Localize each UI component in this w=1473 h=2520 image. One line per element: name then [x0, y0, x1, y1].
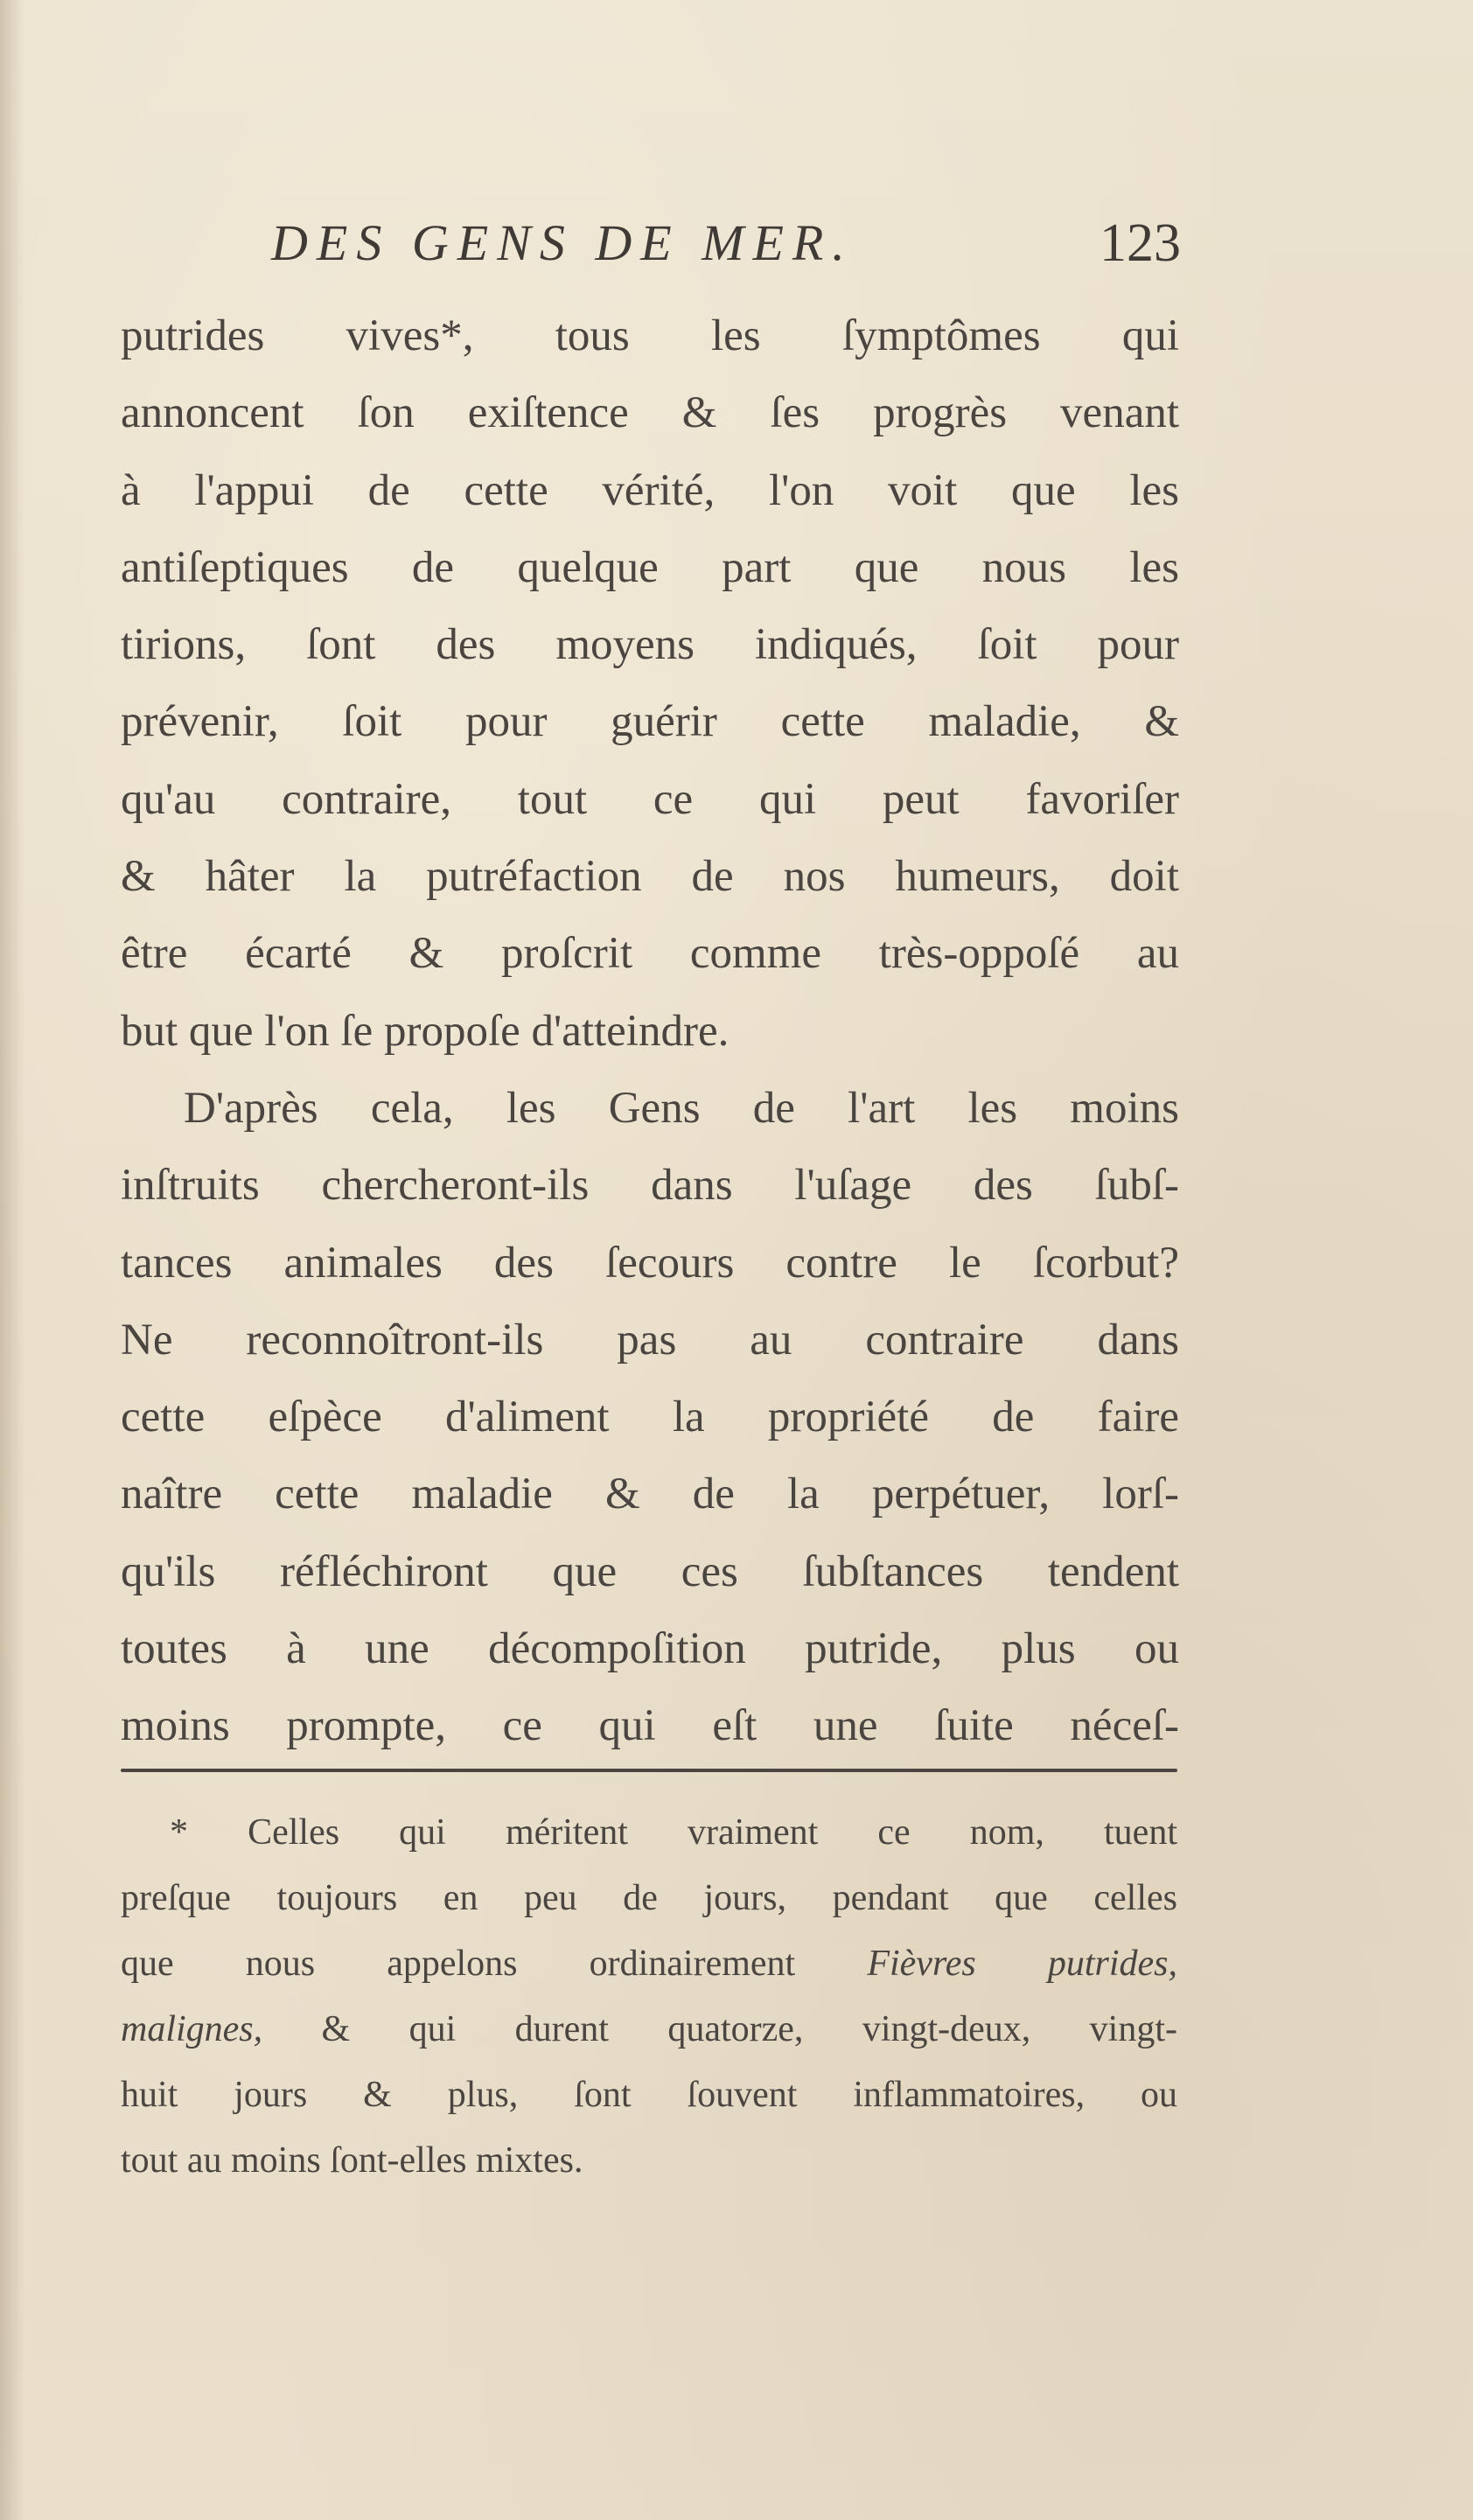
footnote-line: * Celles qui méritent vraiment ce nom, tuent — [170, 1812, 1177, 1853]
text-line: inſtruits chercheront-ils dans l'uſage des ſubſ- — [121, 1161, 1179, 1211]
footnote-italic-text: malignes, — [121, 2009, 263, 2049]
text-line: antiſeptiques de quelque part que nous les — [121, 542, 1179, 592]
text-line: but que l'on ſe propoſe d'atteindre. — [121, 1006, 730, 1056]
page-gutter-shadow — [0, 0, 24, 2520]
footnote — [121, 1800, 1177, 2194]
text-line: à l'appui de cette vérité, l'on voit que les — [121, 465, 1179, 515]
page-number: 123 — [1100, 213, 1181, 273]
footnote-text: & qui durent quatorze, vingt-deux, vingt- — [321, 2009, 1177, 2049]
text-line: moins prompte, ce qui eſt une ſuite néceſ- — [121, 1701, 1179, 1751]
text-line: Ne reconnoîtront-ils pas au contraire dans — [121, 1315, 1179, 1365]
footnote-line: huit jours & plus, ſont ſouvent inflammatoires, ou — [121, 2075, 1177, 2115]
text-line: tirions, ſont des moyens indiqués, ſoit pour — [121, 620, 1179, 670]
text-line: cette eſpèce d'aliment la propriété de faire — [121, 1393, 1179, 1442]
footnote-text: que nous appelons ordinairement — [121, 1944, 796, 1984]
text-line: annoncent ſon exiſtence & ſes progrès venant — [121, 388, 1179, 438]
text-line: qu'ils réfléchiront que ces ſubſtances tendent — [121, 1546, 1179, 1596]
text-line: D'après cela, les Gens de l'art les moins — [184, 1083, 1179, 1133]
running-title: DES GENS DE MER. — [271, 214, 854, 271]
text-line: prévenir, ſoit pour guérir cette maladie, & — [121, 697, 1179, 747]
text-line: tances animales des ſecours contre le ſcorbut? — [121, 1238, 1179, 1288]
footnote-rule — [121, 1769, 1177, 1772]
footnote-line: tout au moins ſont-elles mixtes. — [121, 2140, 583, 2181]
text-line: toutes à une décompoſition putride, plus ou — [121, 1624, 1179, 1674]
footnote-italic-text: Fièvres putrides, — [867, 1944, 1178, 1984]
footnote-line: preſque toujours en peu de jours, pendant que celles — [121, 1878, 1177, 1918]
text-line: être écarté & proſcrit comme très-oppoſé au — [121, 929, 1179, 979]
text-line: qu'au contraire, tout ce qui peut favoriſer — [121, 774, 1179, 824]
footnote-line — [121, 1931, 1177, 1997]
running-head — [271, 208, 1181, 278]
text-line: naître cette maladie & de la perpétuer, lorſ- — [121, 1469, 1179, 1519]
footnote-line — [121, 1997, 1177, 2063]
text-line: & hâter la putréfaction de nos humeurs, doit — [121, 852, 1179, 902]
text-line: putrides vives*, tous les ſymptômes qui — [121, 311, 1179, 360]
main-text — [121, 297, 1179, 1765]
